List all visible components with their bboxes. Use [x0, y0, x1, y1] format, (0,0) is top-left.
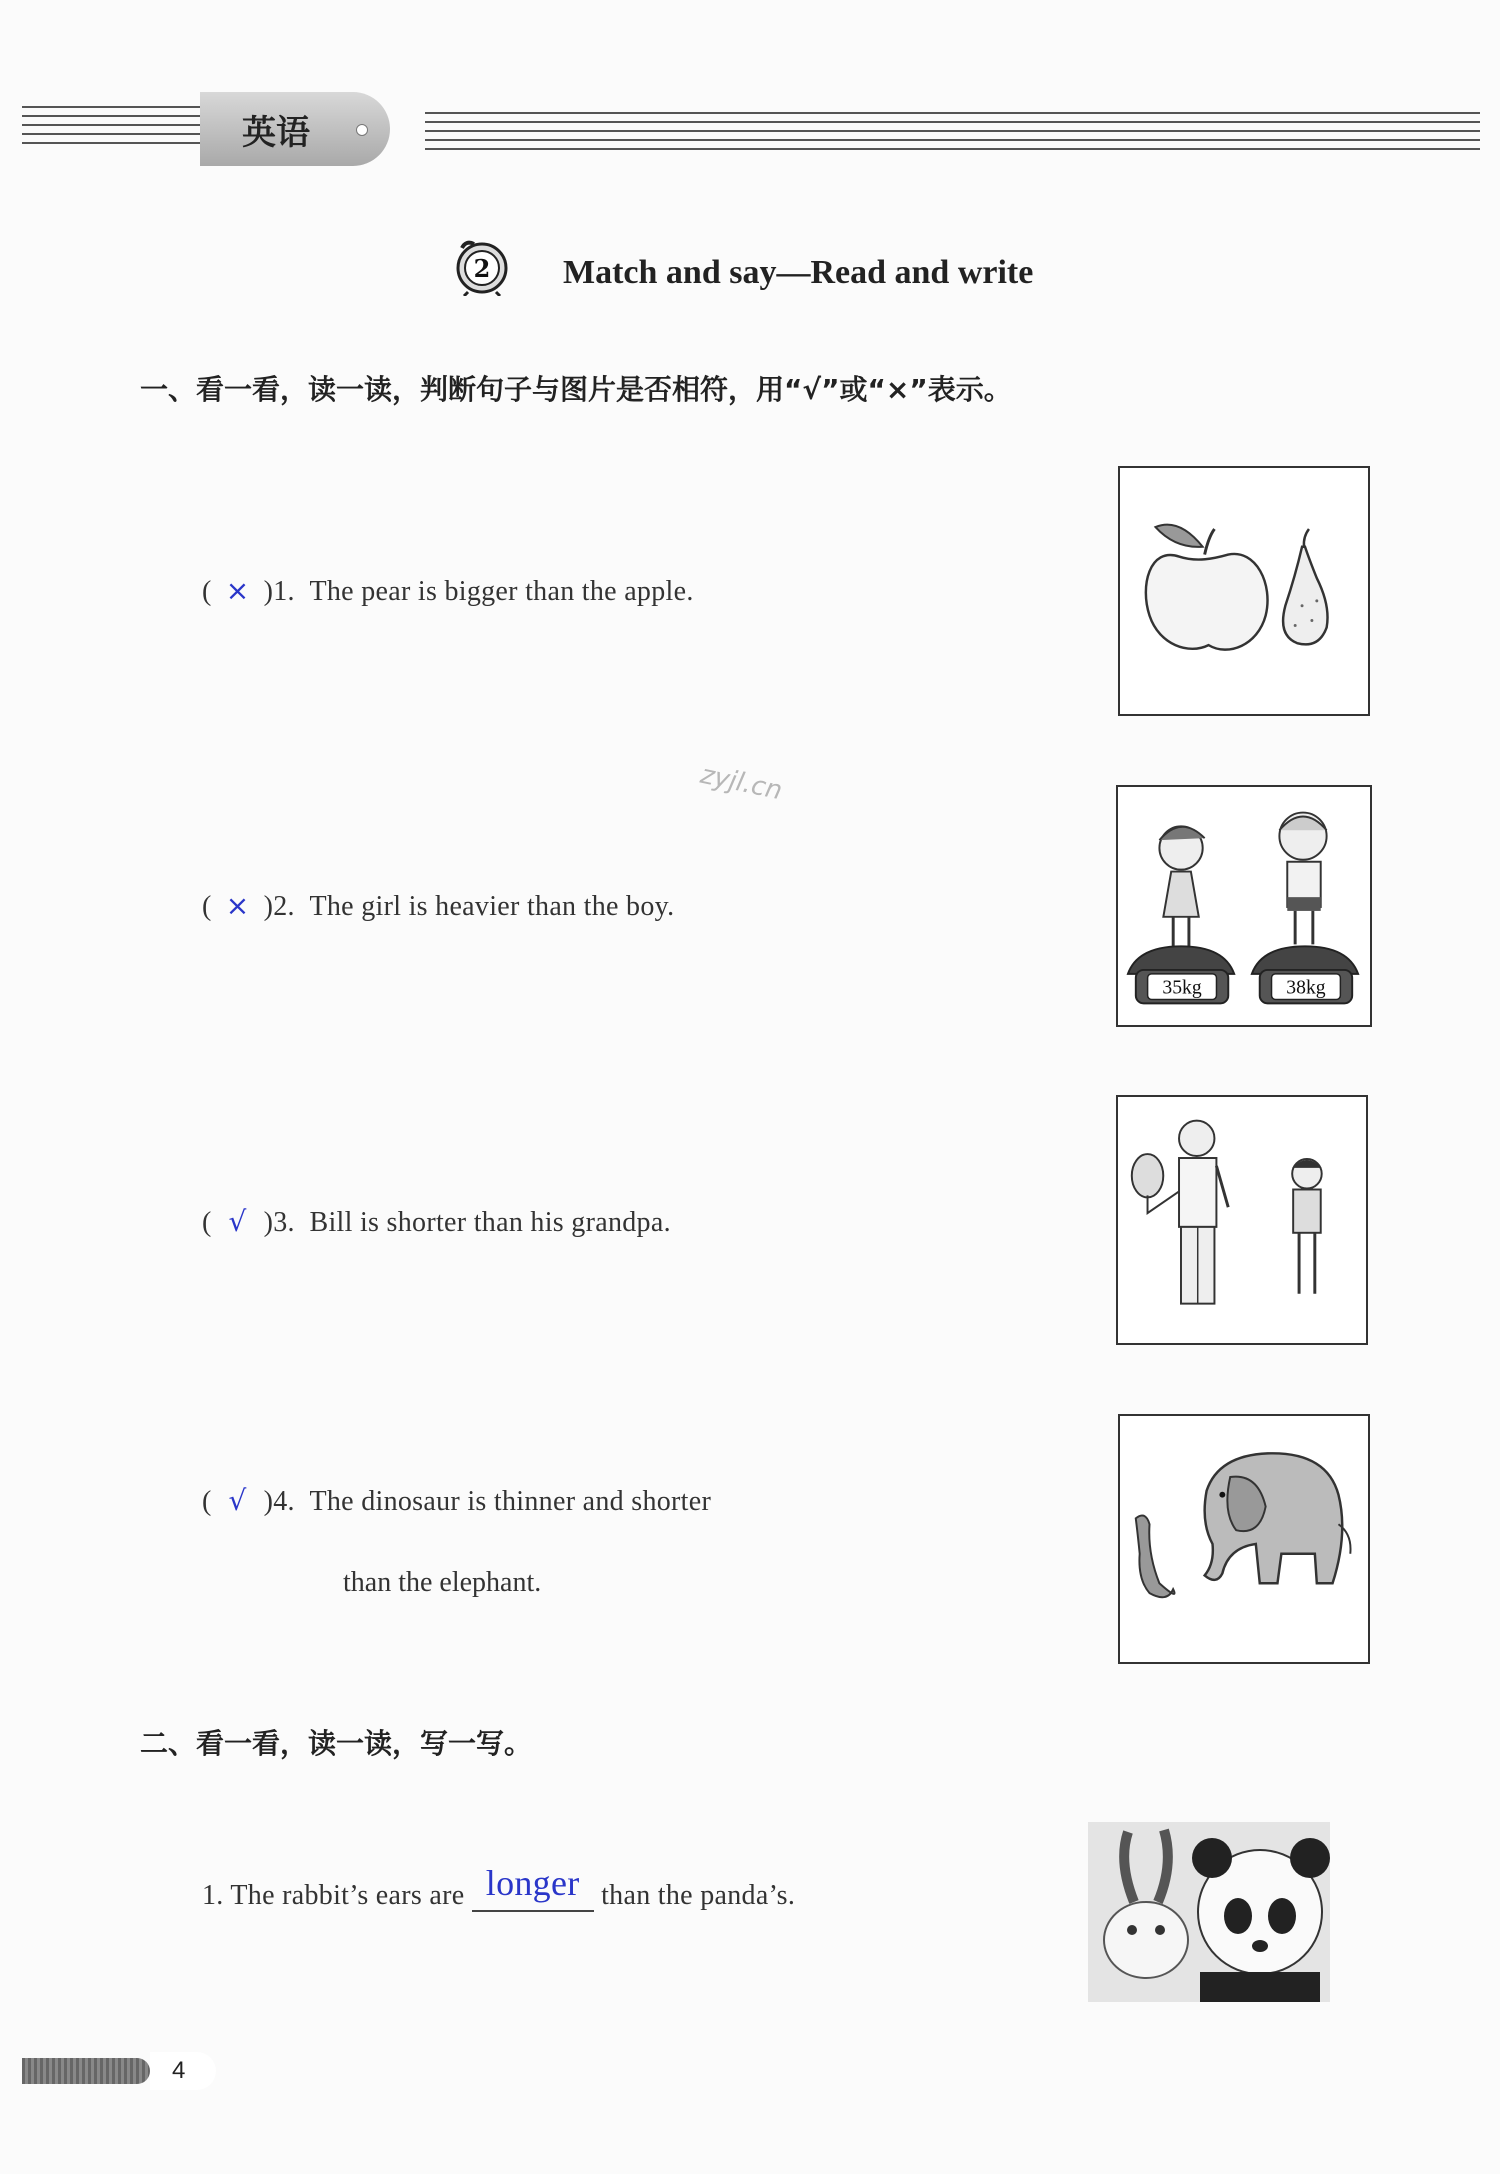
scale-right-label: 38kg — [1286, 976, 1326, 999]
fill-question-1-prefix: 1. The rabbit’s ears are — [202, 1880, 465, 1911]
section1-heading: 一、看一看，读一读，判断句子与图片是否相符，用“√”或“×”表示。 — [140, 373, 1012, 406]
section2-heading: 二、看一看，读一读，写一写。 — [140, 1727, 533, 1760]
unit-number: 2 — [473, 254, 491, 283]
apple-pear-picture — [1118, 466, 1370, 716]
unit-title: Match and say—Read and write — [563, 254, 1034, 291]
pear-icon — [1283, 547, 1327, 645]
rabbit-panda-picture — [1088, 1822, 1330, 2002]
tab-hole-icon — [356, 124, 368, 136]
page-number: 4 — [150, 2052, 216, 2090]
apple-icon — [1146, 554, 1268, 650]
alarm-clock-icon — [452, 236, 512, 296]
dinosaur-icon — [1136, 1515, 1175, 1597]
question-1-text: The pear is bigger than the apple. — [309, 576, 694, 607]
answer-mark-2: × — [225, 889, 250, 922]
grandpa-head-icon — [1179, 1121, 1214, 1156]
bill-grandpa-picture — [1116, 1095, 1368, 1345]
answer-mark-4: √ — [228, 1484, 247, 1517]
fill-question-1 — [202, 1863, 796, 1912]
girl-boy-scales-picture — [1116, 785, 1372, 1027]
question-4-text: The dinosaur is thinner and shorter — [309, 1486, 712, 1517]
watermark: zyjl.cn — [697, 759, 785, 807]
answer-mark-1: × — [225, 574, 250, 607]
question-3-text: Bill is shorter than his grandpa. — [309, 1207, 671, 1238]
footer-bar — [22, 2058, 150, 2084]
subject-tab — [200, 92, 390, 166]
question-2-text: The girl is heavier than the boy. — [309, 891, 675, 922]
leaf-icon — [1155, 525, 1202, 547]
question-1: ( × )1. The pear is bigger than the apple. — [202, 574, 694, 607]
scale-left-label: 35kg — [1162, 976, 1202, 999]
answer-mark-3: √ — [228, 1205, 247, 1238]
elephant-icon — [1205, 1453, 1343, 1583]
rabbit-head-icon — [1104, 1902, 1188, 1978]
dinosaur-elephant-picture — [1118, 1414, 1370, 1664]
question-3: ( √ )3. Bill is shorter than his grandpa. — [202, 1205, 671, 1238]
fan-icon — [1132, 1154, 1163, 1197]
header-rule-left — [22, 106, 204, 150]
question-4: ( √ )4. The dinosaur is thinner and shorter — [202, 1484, 712, 1517]
answer-blank-1[interactable] — [472, 1863, 594, 1912]
header-rule-right — [425, 112, 1480, 156]
question-4-text-line2: than the elephant. — [343, 1567, 542, 1598]
subject-tab-label: 英语 — [242, 112, 310, 153]
answer-text-1: longer — [485, 1863, 580, 1903]
question-2: ( × )2. The girl is heavier than the boy. — [202, 889, 675, 922]
fill-question-1-suffix: than the panda’s. — [601, 1880, 796, 1911]
